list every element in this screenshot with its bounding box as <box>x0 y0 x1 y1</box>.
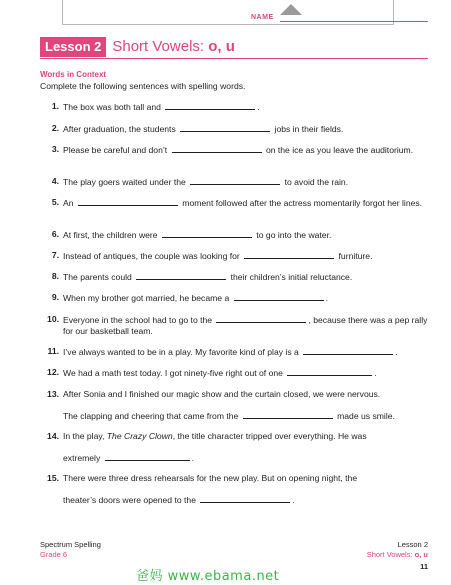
question-text: The box was both tall and <box>63 102 161 112</box>
lesson-title-prefix: Short Vowels: <box>112 38 209 55</box>
header-rule <box>40 58 428 59</box>
question-text: . <box>257 102 260 112</box>
answer-blank[interactable] <box>200 494 290 503</box>
answer-blank[interactable] <box>105 452 190 461</box>
name-label: NAME <box>251 14 274 21</box>
question-text: moment followed after the actress momentarily forgot her lines. <box>182 198 423 208</box>
question-text: The parents could <box>63 272 132 282</box>
question-text: After Sonia and I finished our magic show and the curtain closed, we were nervous. <box>63 389 381 399</box>
question-text: , the title character tripped over everything. He was <box>172 431 367 441</box>
question-text: jobs in their fields. <box>274 124 344 134</box>
question-text: Instead of antiques, the couple was looking for <box>63 251 240 261</box>
answer-blank[interactable] <box>190 176 280 185</box>
answer-blank[interactable] <box>303 346 393 355</box>
question-text: . <box>191 453 195 463</box>
section-heading: Words in Context <box>40 70 107 79</box>
question-text: furniture. <box>338 251 373 261</box>
lesson-title <box>112 38 235 56</box>
footer-topic-letters: o, u <box>414 549 428 559</box>
question-text: After graduation, the students <box>63 124 176 134</box>
question-number: 7. <box>51 250 59 260</box>
footer-left <box>40 540 101 559</box>
answer-blank[interactable] <box>172 144 262 153</box>
question-text: made us smile. <box>337 411 395 421</box>
question-text: The clapping and cheering that came from the <box>63 411 239 421</box>
question-text: There were three dress rehearsals for the new play. But on opening night, the <box>63 473 358 483</box>
play-title: The Crazy Clown <box>106 431 173 441</box>
lesson-header <box>40 37 235 57</box>
question-number: 8. <box>51 271 59 281</box>
answer-blank[interactable] <box>78 197 178 206</box>
grade-label: Grade 6 <box>40 549 68 559</box>
question-text: An <box>63 198 74 208</box>
question-number: 4. <box>51 176 59 186</box>
answer-blank[interactable] <box>136 271 226 280</box>
watermark: 爸妈 www.ebama.net <box>136 569 280 584</box>
question-number: 14. <box>47 431 59 441</box>
answer-blank[interactable] <box>165 101 255 110</box>
answer-blank[interactable] <box>244 250 334 259</box>
footer-topic <box>367 550 428 560</box>
footer-lesson: Lesson 2 <box>397 540 428 549</box>
page-number: 11 <box>420 562 428 571</box>
question-text: . <box>395 347 398 357</box>
question-number: 10. <box>47 314 59 324</box>
question-text: their children’s initial reluctance. <box>230 272 353 282</box>
question-text: Please be careful and don’t <box>63 145 168 155</box>
question-text: We had a math test today. I got ninety-five right out of one <box>63 368 283 378</box>
question-text: to go into the water. <box>256 230 332 240</box>
question-number: 9. <box>51 292 59 302</box>
question-text: At first, the children were <box>63 230 158 240</box>
instructions: Complete the following sentences with spelling words. <box>40 81 246 91</box>
lesson-badge: Lesson 2 <box>40 37 106 57</box>
footer-topic-prefix: Short Vowels: <box>366 549 415 559</box>
answer-blank[interactable] <box>234 292 324 301</box>
question-number: 5. <box>51 197 59 207</box>
answer-blank[interactable] <box>162 229 252 238</box>
lesson-title-letters: o, u <box>208 38 235 55</box>
question-text: . <box>325 293 329 303</box>
question-text: When my brother got married, he became a <box>63 293 230 303</box>
question-number: 13. <box>47 389 59 399</box>
name-field-line[interactable] <box>280 21 428 22</box>
answer-blank[interactable] <box>287 367 372 376</box>
question-text: I’ve always wanted to be in a play. My favorite kind of play is a <box>63 347 299 357</box>
question-text: . <box>292 495 295 505</box>
question-text: extremely <box>63 453 101 463</box>
question-text: to avoid the rain. <box>284 177 349 187</box>
question-text: , because there was a pep rally for our basketball team. <box>63 315 428 336</box>
question-text: on the ice as you leave the auditorium. <box>265 145 414 155</box>
triangle-up-icon <box>280 4 302 15</box>
question-number: 12. <box>47 367 59 377</box>
answer-blank[interactable] <box>216 314 306 323</box>
question-text: In the play, <box>63 431 105 441</box>
question-text: theater’s doors were opened to the <box>63 495 196 505</box>
question-text: . <box>374 368 377 378</box>
question-number: 2. <box>51 123 59 133</box>
question-number: 3. <box>51 144 59 154</box>
question-number: 15. <box>47 473 59 483</box>
question-text: Everyone in the school had to go to the <box>63 315 213 325</box>
book-title: Spectrum Spelling <box>40 540 101 549</box>
answer-blank[interactable] <box>180 123 270 132</box>
answer-blank[interactable] <box>243 410 333 419</box>
question-number: 1. <box>51 101 59 111</box>
question-number: 11. <box>47 346 59 356</box>
question-number: 6. <box>51 229 59 239</box>
question-text: The play goers waited under the <box>63 177 186 187</box>
footer-right <box>367 540 428 559</box>
